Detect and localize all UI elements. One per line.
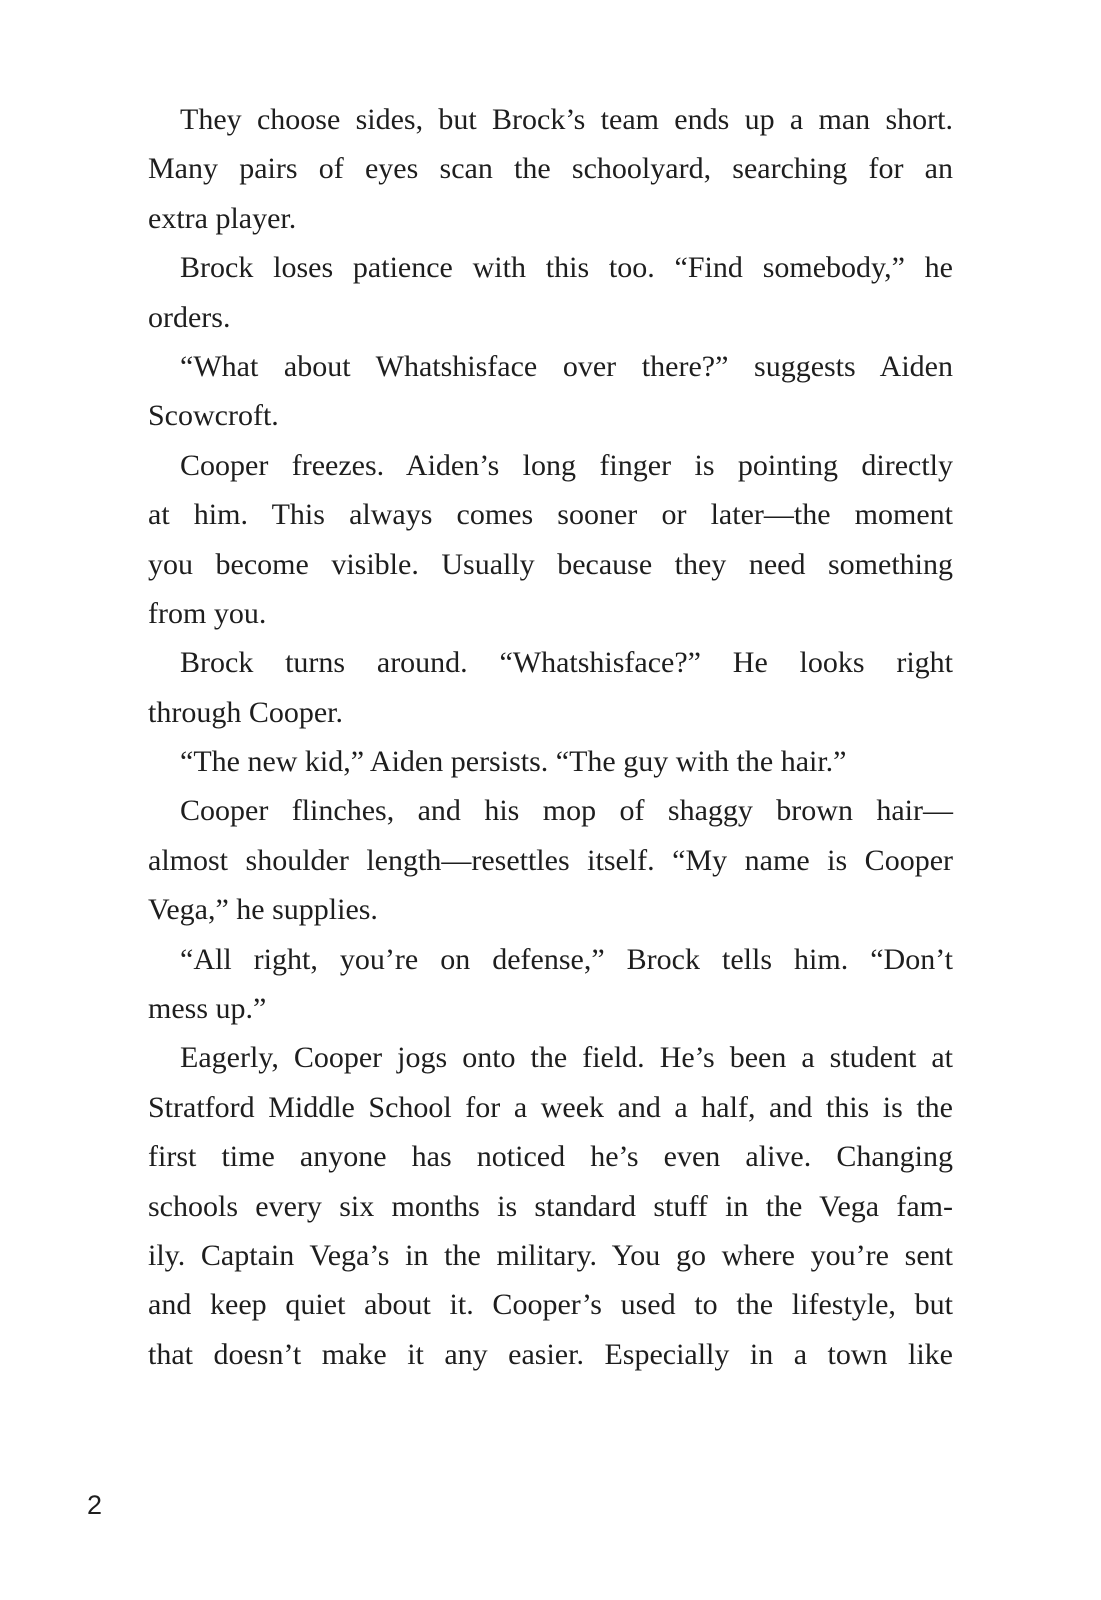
text-line: ily. Captain Vega’s in the military. You go where you’re sent: [148, 1238, 953, 1272]
text-line: from you.: [148, 596, 267, 630]
text-line: schools every six months is standard stuff in the Vega fam-: [148, 1189, 953, 1223]
text-line: that doesn’t make it any easier. Especially in a town like: [148, 1337, 953, 1371]
text-line: Scowcroft.: [148, 399, 279, 433]
text-line: you become visible. Usually because they need something: [148, 547, 953, 581]
text-line: Cooper freezes. Aiden’s long finger is pointing directly: [180, 448, 953, 482]
text-line: through Cooper.: [148, 695, 343, 729]
text-line: “The new kid,” Aiden persists. “The guy with the hair.”: [180, 745, 847, 779]
body-text: [148, 95, 953, 1379]
text-line: extra player.: [148, 201, 297, 235]
text-line: “All right, you’re on defense,” Brock tells him. “Don’t: [180, 942, 953, 976]
page-number: 2: [87, 1490, 103, 1520]
text-line: Brock turns around. “Whatshisface?” He looks right: [180, 646, 953, 680]
text-line: almost shoulder length—resettles itself. “My name is Cooper: [148, 843, 953, 877]
text-line: Stratford Middle School for a week and a half, and this is the: [148, 1090, 953, 1124]
text-line: orders.: [148, 300, 231, 334]
text-line: first time anyone has noticed he’s even alive. Changing: [148, 1140, 953, 1174]
text-line: “What about Whatshisface over there?” suggests Aiden: [180, 349, 953, 383]
text-line: Brock loses patience with this too. “Find somebody,” he: [180, 251, 953, 285]
text-line: Many pairs of eyes scan the schoolyard, searching for an: [148, 152, 953, 186]
text-line: Eagerly, Cooper jogs onto the field. He’s been a student at: [180, 1041, 953, 1075]
text-line: Vega,” he supplies.: [148, 893, 378, 927]
text-line: They choose sides, but Brock’s team ends up a man short.: [180, 103, 953, 136]
text-line: at him. This always comes sooner or later—the moment: [148, 498, 953, 532]
text-line: mess up.”: [148, 992, 267, 1026]
text-line: Cooper flinches, and his mop of shaggy brown hair—: [180, 794, 953, 828]
text-line: and keep quiet about it. Cooper’s used to the lifestyle, but: [148, 1288, 953, 1322]
